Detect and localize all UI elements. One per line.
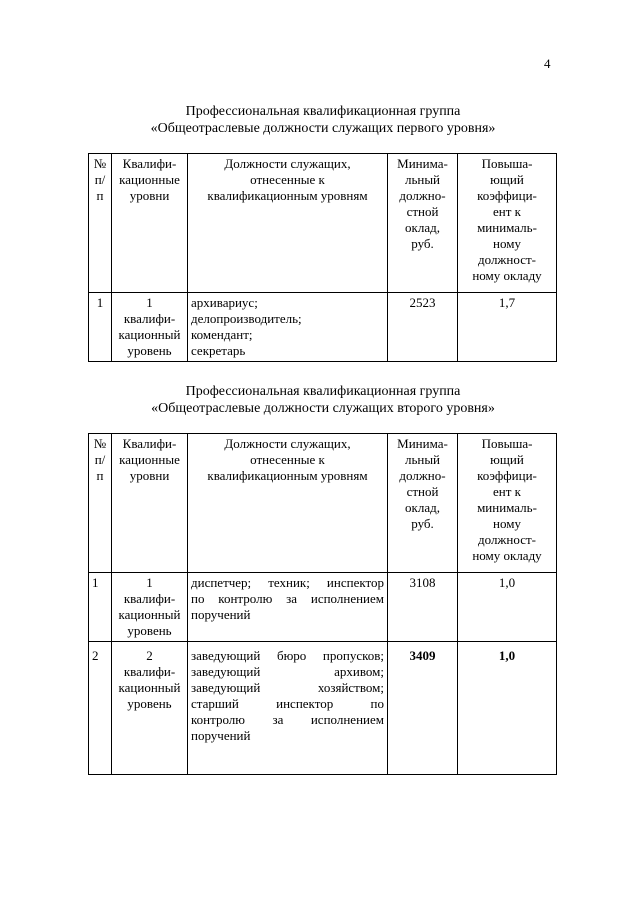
- row-number: 2: [89, 642, 112, 775]
- qualification-table-second-level: [88, 433, 557, 775]
- page-number: 4: [544, 56, 551, 71]
- table-row: [89, 642, 557, 775]
- group-title-subtitle: «Общеотраслевые должности служащих первого уровня»: [150, 121, 496, 136]
- row-min-salary: 3409: [388, 642, 458, 775]
- row-positions: диспетчер; техник; инспектор по контролю за исполнением поручений: [188, 573, 388, 642]
- row-positions: заведующий бюро пропусков; заведующий архивом; заведующий хозяйством; старший инспектор по контролю за исполнением поручений: [188, 642, 388, 775]
- header-positions: Должности служащих, отнесенные к квалификационным уровням: [188, 434, 388, 573]
- row-coefficient: 1,0: [458, 642, 557, 775]
- group-title-line: Профессиональная квалификационная группа: [185, 104, 461, 119]
- row-number: 1: [89, 573, 112, 642]
- row-min-salary: 3108: [388, 573, 458, 642]
- row-qualification-level: 1 квалифи- кационный уровень: [112, 293, 188, 362]
- header-coefficient: Повыша- ющий коэффици- ент к минималь- ному должност- ному окладу: [458, 154, 557, 293]
- row-qualification-level: 2 квалифи- кационный уровень: [112, 642, 188, 775]
- row-coefficient: 1,0: [458, 573, 557, 642]
- header-number: № п/п: [89, 154, 112, 293]
- group-title-second-level: [88, 383, 558, 417]
- group-title-first-level: [88, 103, 558, 137]
- row-positions: архивариус; делопроизводитель; комендант; секретарь: [188, 293, 388, 362]
- header-qualification-level: Квалифи- кационные уровни: [112, 434, 188, 573]
- table-header-row: [89, 434, 557, 573]
- table-header-row: [89, 154, 557, 293]
- header-min-salary: Минима- льный должно- стной оклад, руб.: [388, 434, 458, 573]
- row-number: 1: [89, 293, 112, 362]
- group-title-subtitle: «Общеотраслевые должности служащих второго уровня»: [151, 401, 495, 416]
- header-qualification-level: Квалифи- кационные уровни: [112, 154, 188, 293]
- header-positions: Должности служащих, отнесенные к квалификационным уровням: [188, 154, 388, 293]
- header-coefficient: Повыша- ющий коэффици- ент к минималь- ному должност- ному окладу: [458, 434, 557, 573]
- row-qualification-level: 1 квалифи- кационный уровень: [112, 573, 188, 642]
- header-min-salary: Минима- льный должно- стной оклад, руб.: [388, 154, 458, 293]
- header-number: № п/п: [89, 434, 112, 573]
- qualification-table-first-level: [88, 153, 557, 362]
- table-row: [89, 573, 557, 642]
- group-title-line: Профессиональная квалификационная группа: [185, 384, 461, 399]
- row-coefficient: 1,7: [458, 293, 557, 362]
- row-min-salary: 2523: [388, 293, 458, 362]
- table-row: [89, 293, 557, 362]
